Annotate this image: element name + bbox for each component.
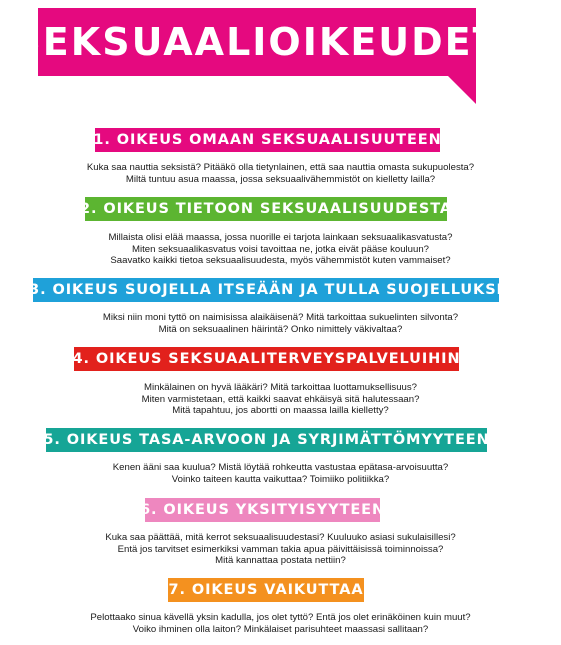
section-heading: 5. OIKEUS TASA-ARVOON JA SYRJIMÄTTÖMYYTEEN <box>46 428 487 452</box>
text-line: Minkälainen on hyvä lääkäri? Mitä tarkoittaa luottamuksellisuus? <box>143 382 418 393</box>
section-text <box>0 232 561 267</box>
text-line: Mitä tapahtuu, jos abortti on maassa lailla kielletty? <box>172 405 389 416</box>
section-text <box>0 382 561 417</box>
text-line: Voiko ihminen olla laiton? Minkälaiset parisuhteet maassasi sallitaan? <box>132 623 429 635</box>
page-title: SEKSUAALIOIKEUDET <box>13 20 501 64</box>
section-heading: 1. OIKEUS OMAAN SEKSUAALISUUTEEN <box>95 128 440 152</box>
section-text <box>0 462 561 485</box>
text-line: Mitä kannattaa postata nettiin? <box>215 555 346 566</box>
title-banner <box>13 8 501 76</box>
text-line: Miltä tuntuu asua maassa, jossa seksuaalivähemmistöt on kielletty lailla? <box>125 173 436 185</box>
text-line: Entä jos tarvitset esimerkiksi vamman takia apua päivittäisissä toiminnoissa? <box>117 543 444 555</box>
text-line: Miten varmistetaan, että kaikki saavat ehkäisyä sitä halutessaan? <box>141 393 420 405</box>
text-line: Kuka saa nauttia seksistä? Pitääkö olla tietynlainen, että saa nauttia omasta sukupuolesta? <box>86 162 475 173</box>
section-text <box>0 532 561 567</box>
section-heading: 2. OIKEUS TIETOON SEKSUAALISUUDESTA <box>85 197 447 221</box>
section-heading: 6. OIKEUS YKSITYISYYTEEN <box>145 498 380 522</box>
text-line: Miten seksuaalikasvatus voisi tavoittaa ne, jotka eivät pääse kouluun? <box>131 243 430 255</box>
section-heading: 3. OIKEUS SUOJELLA ITSEÄÄN JA TULLA SUOJELLUKSI <box>33 278 499 302</box>
text-line: Miksi niin moni tyttö on naimisissa alaikäisenä? Mitä tarkoittaa sukuelinten silvonta? <box>102 312 459 323</box>
text-line: Mitä on seksuaalinen häirintä? Onko nimittely väkivaltaa? <box>158 323 403 335</box>
text-line: Pelottaako sinua kävellä yksin kadulla, jos olet tyttö? Entä jos olet erinäköinen kuin muut? <box>90 612 471 623</box>
text-line: Millaista olisi elää maassa, jossa nuorille ei tarjota lainkaan seksuaalikasvatusta? <box>108 232 453 243</box>
text-line: Saavatko kaikki tietoa seksuaalisuudesta, myös vähemmistöt kuten vammaiset? <box>110 255 451 266</box>
text-line: Kuka saa päättää, mitä kerrot seksuaalisuudestasi? Kuuluuko asiasi sukulaisillesi? <box>105 532 456 543</box>
speech-bubble-tail <box>448 76 476 104</box>
section-text <box>0 312 561 335</box>
section-heading: 7. OIKEUS VAIKUTTAA <box>168 578 364 602</box>
section-text <box>0 162 561 185</box>
section-text <box>0 612 561 635</box>
text-line: Kenen ääni saa kuulua? Mistä löytää rohkeutta vastustaa epätasa-arvoisuutta? <box>112 462 449 473</box>
text-line: Voinko taiteen kautta vaikuttaa? Toimiiko politiikka? <box>171 473 390 485</box>
section-heading: 4. OIKEUS SEKSUAALITERVEYSPALVELUIHIN <box>74 347 459 371</box>
